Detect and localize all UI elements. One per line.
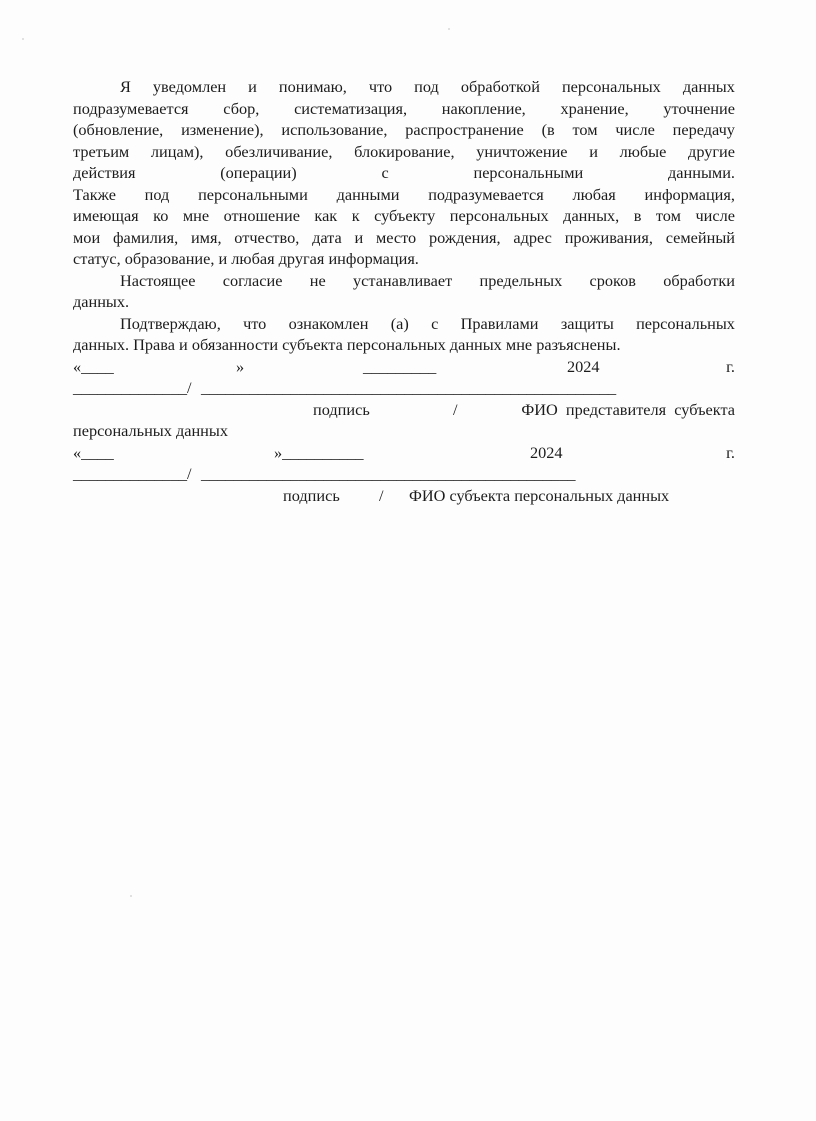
text-line: Также под персональными данными подразумевается любая информация, <box>73 184 735 204</box>
text-line: Подтверждаю, что ознакомлен (а) с Правилами защиты персональных <box>120 313 735 333</box>
signature-block-subject <box>73 442 735 507</box>
text-line: третьим лицам), обезличивание, блокирование, уничтожение и любые другие <box>73 141 735 161</box>
fio-field[interactable]: ______________________________________________ <box>201 464 576 483</box>
signature-caption <box>73 399 735 421</box>
text-line: имеющая ко мне отношение как к субъекту персональных данных, в том числе <box>73 206 735 225</box>
signature-line <box>73 377 735 399</box>
caption-fio: ФИО субъекта персональных данных <box>409 485 670 505</box>
fio-field[interactable]: ___________________________________________________ <box>201 378 617 397</box>
date-close-quote: » <box>236 356 245 376</box>
signature-line <box>73 463 735 485</box>
paragraph-confirmation <box>73 313 735 356</box>
date-year-suffix: г. <box>726 356 735 376</box>
consent-text <box>73 76 735 506</box>
text-line: (обновление, изменение), использование, распространение (в том числе передачу <box>73 120 735 139</box>
text-line: Настоящее согласие не устанавливает предельных сроков обработки <box>120 270 735 290</box>
paragraph-processing-definition <box>73 76 735 270</box>
signature-caption <box>73 485 735 507</box>
text-line: подразумевается сбор, систематизация, накопление, хранение, уточнение <box>73 98 735 118</box>
date-month-field[interactable]: _________ <box>363 356 437 376</box>
date-line <box>73 442 735 464</box>
scan-speck <box>22 38 24 40</box>
caption-fio: ФИО представителя субъекта <box>521 399 735 419</box>
caption-slash: / <box>379 485 384 505</box>
signature-field[interactable]: ______________/ <box>73 378 192 397</box>
paragraph-no-time-limit <box>73 270 735 313</box>
date-day-field[interactable]: «____ <box>73 442 114 462</box>
signature-block-representative <box>73 356 735 442</box>
text-line: действия (операции) с персональными данными. <box>73 163 735 182</box>
date-month-field[interactable]: »__________ <box>274 442 364 462</box>
caption-continuation: персональных данных <box>73 421 228 440</box>
text-line: данных. <box>73 292 130 311</box>
caption-signature: подпись <box>313 399 370 419</box>
text-line: данных. Права и обязанности субъекта персональных данных мне разъяснены. <box>73 335 621 354</box>
date-year: 2024 <box>530 442 563 462</box>
text-line: мои фамилия, имя, отчество, дата и место рождения, адрес проживания, семейный <box>73 227 735 247</box>
signature-field[interactable]: ______________/ <box>73 464 192 483</box>
text-line: статус, образование, и любая другая информация. <box>73 249 419 268</box>
caption-signature: подпись <box>283 485 340 505</box>
date-year: 2024 <box>567 356 600 376</box>
date-year-suffix: г. <box>726 442 735 462</box>
date-line <box>73 356 735 378</box>
date-day-field[interactable]: «____ <box>73 356 114 376</box>
text-line: Я уведомлен и понимаю, что под обработкой персональных данных <box>120 77 735 96</box>
caption-slash: / <box>453 399 458 419</box>
scan-speck <box>448 28 450 30</box>
scan-speck <box>130 895 132 897</box>
